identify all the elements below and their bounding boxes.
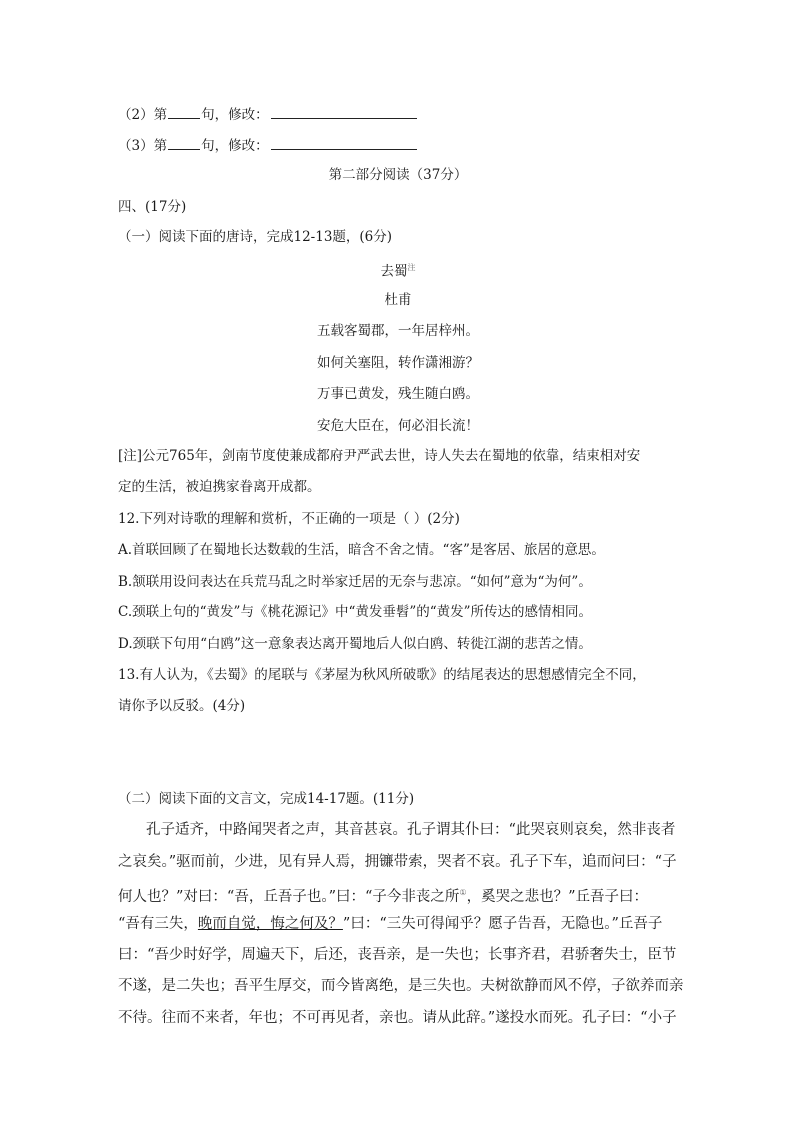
passage-line-7: 不待。往而不来者，年也；不可再见者，亲也。请从此辞。”遂投水而死。孔子曰：“小子 bbox=[118, 1010, 677, 1026]
poem-line-2: 如何关塞阻，转作潇湘游？ bbox=[317, 355, 479, 371]
poem-title bbox=[118, 258, 678, 282]
note-line-1: [注]公元765年，剑南节度使兼成都府尹严武去世，诗人失去在蜀地的依靠，结束相对安 bbox=[118, 448, 641, 464]
poem-line-4: 安危大臣在，何必泪长流！ bbox=[317, 418, 479, 434]
passage-line-6: 不遂，是二失也；吾平生厚交，而今皆离绝，是三失也。夫树欲静而风不停，子欲养而亲 bbox=[118, 978, 684, 994]
revision-prefix: （3）第 bbox=[118, 138, 168, 154]
q12-stem: 12.下列对诗歌的理解和赏析，不正确的一项是（ ）(2分) bbox=[118, 511, 460, 527]
q13-line-1: 13.有人认为，《去蜀》的尾联与《茅屋为秋风所破歌》的结尾表达的思想感情完全不同， bbox=[118, 667, 646, 683]
note-line-2: 定的生活，被迫携家眷离开成都。 bbox=[118, 479, 321, 495]
passage-text: 何人也？”对曰：“吾，丘吾子也。”曰：“子今非丧之所 bbox=[118, 888, 460, 905]
revision-answer-blank[interactable] bbox=[271, 104, 417, 119]
sub2-instruction: （二）阅读下面的文言文，完成14-17题。(11分) bbox=[118, 791, 415, 807]
sentence-number-blank[interactable] bbox=[168, 104, 200, 119]
poem-line-3: 万事已黄发，残生随白鸥。 bbox=[317, 386, 479, 402]
passage-text: ”曰：“三失可得闻乎？愿子告吾，无隐也。”丘吾子 bbox=[342, 916, 663, 932]
revision-prefix: （2）第 bbox=[118, 107, 168, 123]
passage-text: “吾有三失， bbox=[118, 916, 198, 932]
part2-title: 第二部分阅读（37分） bbox=[328, 167, 468, 183]
q12-option-c: C.颈联上句的“黄发”与《桃花源记》中“黄发垂髫”的“黄发”所传达的感情相同。 bbox=[118, 604, 593, 620]
q12-option-b: B.颔联用设问表达在兵荒马乱之时举家迁居的无奈与悲凉。“如何”意为“为何”。 bbox=[118, 574, 592, 590]
passage-line-3 bbox=[118, 883, 648, 907]
poem-title-note: 注 bbox=[407, 263, 416, 272]
poem-title-text: 去蜀 bbox=[380, 263, 408, 280]
poem-author: 杜甫 bbox=[384, 292, 412, 308]
section4-heading: 四、(17分) bbox=[118, 199, 187, 215]
revision-answer-blank[interactable] bbox=[271, 135, 417, 150]
passage-line-2: 之哀矣。”驱而前，少进，见有异人焉，拥镰带索，哭者不哀。孔子下车，追而问曰：“子 bbox=[118, 854, 677, 870]
footnote-marker: ① bbox=[459, 888, 467, 897]
revision-mid: 句，修改： bbox=[201, 107, 269, 123]
poem-line-1: 五载客蜀郡，一年居梓州。 bbox=[317, 323, 479, 339]
passage-line-4 bbox=[118, 914, 662, 934]
q12-option-a: A.首联回顾了在蜀地长达数载的生活，暗含不舍之情。“客”是客居、旅居的意思。 bbox=[118, 542, 605, 558]
passage-line-5: 曰：“吾少时好学，周遍天下，后还，丧吾亲，是一失也；长事齐君，君骄奢失士，臣节 bbox=[118, 947, 677, 963]
sub1-instruction: （一）阅读下面的唐诗，完成12-13题，(6分) bbox=[118, 229, 393, 245]
revision-line-3 bbox=[118, 135, 417, 156]
q13-line-2: 请你予以反驳。(4分) bbox=[118, 698, 246, 714]
revision-line-2 bbox=[118, 104, 417, 125]
passage-text: ，奚哭之悲也？”丘吾子曰： bbox=[466, 888, 648, 905]
q12-option-d: D.颈联下句用“白鸥”这一意象表达离开蜀地后人似白鸥、转徙江湖的悲苦之情。 bbox=[118, 636, 592, 652]
sentence-number-blank[interactable] bbox=[168, 135, 200, 150]
revision-mid: 句，修改： bbox=[201, 138, 269, 154]
passage-line-1: 孔子适齐，中路闻哭者之声，其音甚哀。孔子谓其仆曰：“此哭哀则哀矣，然非丧者 bbox=[146, 822, 676, 838]
underlined-sentence: 晚而自觉，悔之何及？ bbox=[197, 916, 343, 932]
